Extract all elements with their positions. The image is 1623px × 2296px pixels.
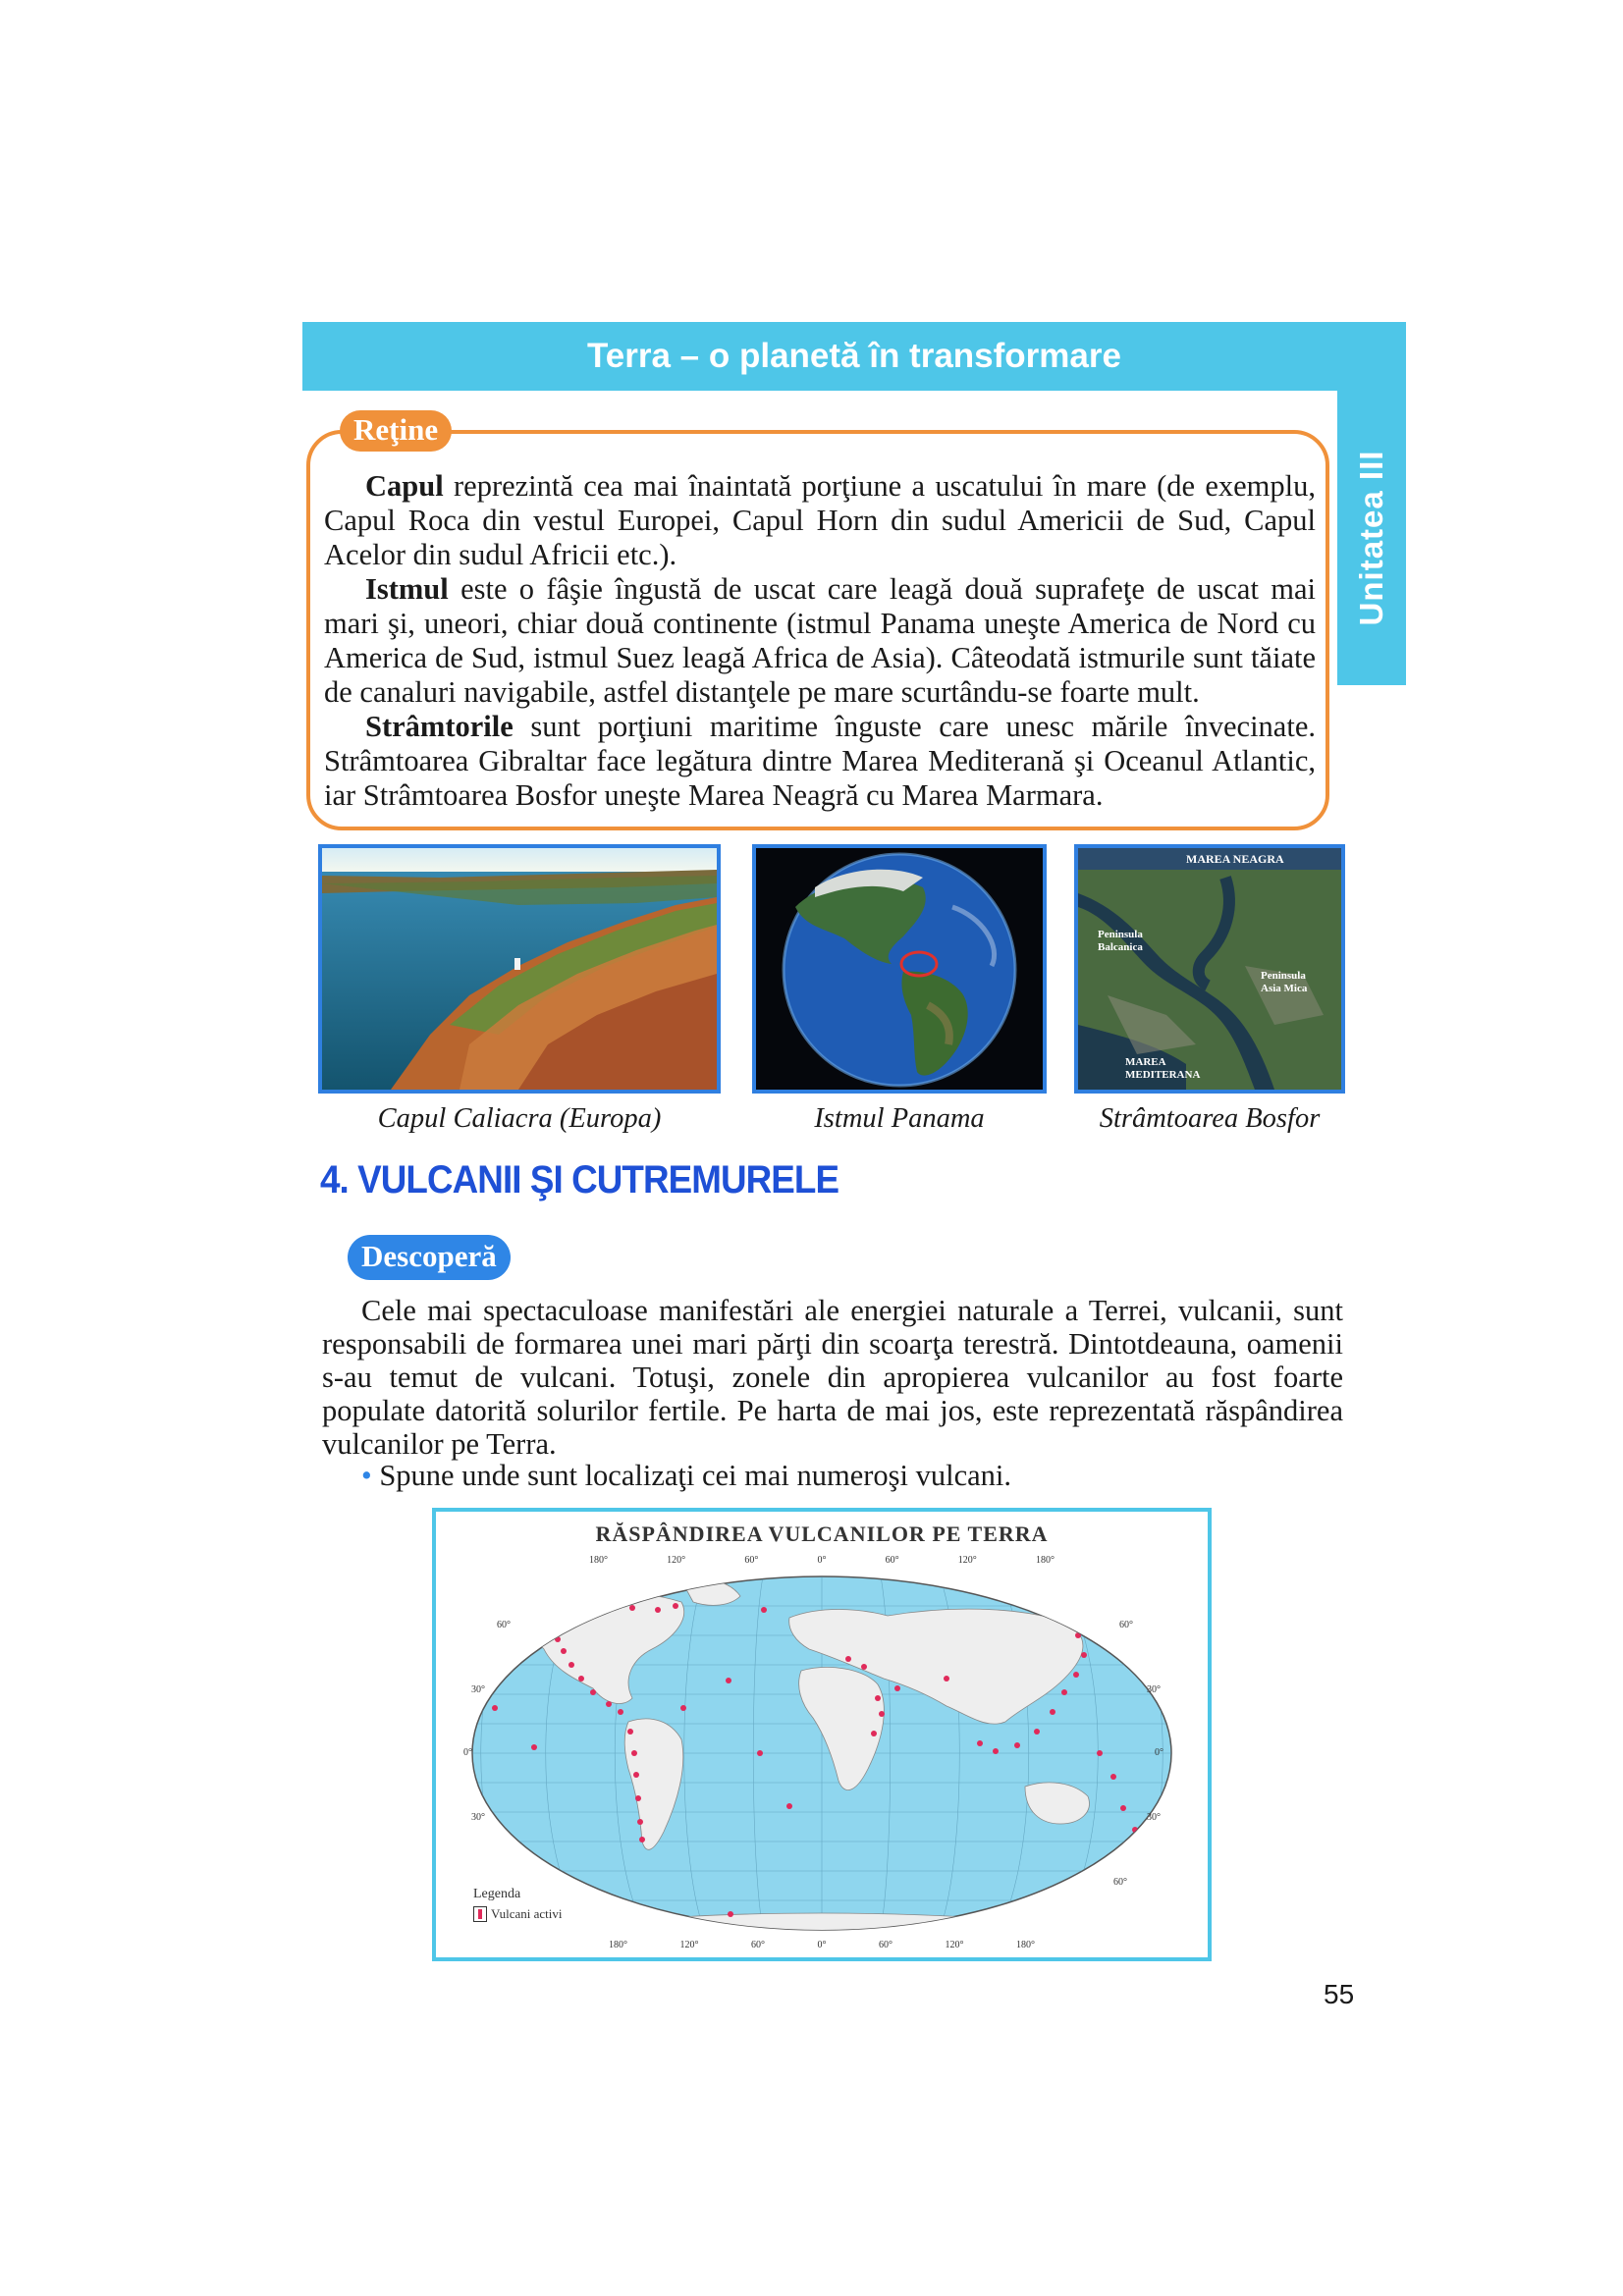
world-map-illustration bbox=[436, 1512, 1208, 1957]
definition-istmul bbox=[324, 572, 1316, 710]
lat-label: 30° bbox=[471, 1812, 485, 1823]
label-marea-mediterana bbox=[1125, 1056, 1200, 1082]
legend-title: Legenda bbox=[473, 1887, 521, 1901]
lat-label: 30° bbox=[1147, 1684, 1161, 1695]
lat-label: 60° bbox=[1119, 1620, 1133, 1630]
task-bullet-text: Spune unde sunt localizaţi cei mai numeroşi vulcani. bbox=[379, 1459, 1012, 1492]
page-number: 55 bbox=[1324, 1979, 1355, 2009]
lat-label: 30° bbox=[471, 1684, 485, 1695]
label-marea-mediterana-line2: MEDITERANA bbox=[1125, 1069, 1201, 1081]
top-tick: 60° bbox=[885, 1555, 899, 1566]
top-tick: 120° bbox=[957, 1555, 977, 1566]
bullet-dot-icon: • bbox=[361, 1459, 372, 1492]
bottom-tick: 120° bbox=[679, 1940, 699, 1950]
bottom-tick: 180° bbox=[1016, 1940, 1035, 1950]
descopera-label: Descoperă bbox=[348, 1235, 511, 1280]
section-paragraph bbox=[322, 1294, 1343, 1461]
unit-label: Unitatea III bbox=[1353, 450, 1389, 626]
caption-stramtoarea-bosfor: Strâmtoarea Bosfor bbox=[1099, 1103, 1321, 1134]
map-title: RĂSPÂNDIREA VULCANILOR PE TERRA bbox=[595, 1522, 1049, 1546]
term-capul: Capul bbox=[365, 469, 444, 503]
caption-istmul-panama: Istmul Panama bbox=[814, 1103, 985, 1134]
photo-istmul-panama bbox=[752, 844, 1047, 1094]
definition-istmul-text: este o fâşie îngustă de uscat care leagă două suprafeţe de uscat mai mari şi, uneori, chiar două continente (istmul Panama uneşte America de Nord cu America de Sud, istmul Suez leagă Africa de Asia). Câteodată istmurile sunt tăiate de canaluri navigabile, astfel distanţele pe mare scurtându-se foarte mult. bbox=[324, 572, 1316, 709]
term-stramtorile: Strâmtorile bbox=[365, 710, 514, 743]
label-marea-mediterana-line1: MAREA bbox=[1125, 1056, 1166, 1068]
definition-capul bbox=[324, 469, 1316, 572]
label-peninsula-balcanica-line2: Balcanica bbox=[1098, 941, 1143, 953]
lat-label: 0° bbox=[463, 1747, 472, 1758]
bosfor-satellite-illustration bbox=[1078, 848, 1341, 1090]
top-tick: 0° bbox=[817, 1555, 827, 1566]
globe-illustration bbox=[756, 848, 1043, 1090]
bottom-tick: 60° bbox=[751, 1940, 765, 1950]
lat-label: 60° bbox=[497, 1620, 511, 1630]
lat-label: 60° bbox=[1113, 1877, 1127, 1888]
label-marea-neagra: MAREA NEAGRA bbox=[1186, 852, 1284, 866]
top-tick: 180° bbox=[1035, 1555, 1055, 1566]
bottom-tick: 0° bbox=[817, 1940, 827, 1950]
chapter-title: Terra – o planetă în transformare bbox=[587, 337, 1121, 375]
retine-text bbox=[324, 469, 1316, 813]
map-top-longitudes bbox=[589, 1555, 1055, 1566]
top-tick: 120° bbox=[667, 1555, 686, 1566]
bottom-tick: 120° bbox=[945, 1940, 964, 1950]
definition-capul-text: reprezintă cea mai înaintată porţiune a uscatului în mare (de exemplu, Capul Roca din vestul Europei, Capul Horn din sudul Americii de Sud, Capul Acelor din sudul Africii etc.). bbox=[324, 469, 1316, 571]
retine-label: Reţine bbox=[340, 410, 452, 452]
label-peninsula-asia-mica-line2: Asia Mica bbox=[1261, 983, 1308, 994]
photo-stramtoarea-bosfor bbox=[1074, 844, 1345, 1094]
bottom-tick: 60° bbox=[879, 1940, 893, 1950]
task-bullet bbox=[361, 1459, 1011, 1493]
term-istmul: Istmul bbox=[365, 572, 449, 606]
top-tick: 180° bbox=[589, 1555, 608, 1566]
volcano-legend-icon bbox=[473, 1906, 487, 1922]
section-paragraph-text: Cele mai spectaculoase manifestări ale energiei naturale a Terrei, vulcanii, sunt responsabili de formarea unei mari părţi din scoarţa terestră. Dintotdeauna, oamenii s-au temut de vulcani. Totuşi, zonele din apropierea vulcanilor au fost foarte populate datorită solurilor fertile. Pe harta de mai jos, este reprezentată răspândirea vulcanilor pe Terra. bbox=[322, 1294, 1343, 1461]
chapter-header bbox=[302, 322, 1406, 391]
definition-stramtorile-text: sunt porţiuni maritime înguste care unesc mările învecinate. Strâmtoarea Gibraltar face legătura dintre Marea Mediterană şi Oceanul Atlantic, iar Strâmtoarea Bosfor uneşte Marea Neagră cu Marea Marmara. bbox=[324, 710, 1316, 812]
label-peninsula-balcanica-line1: Peninsula bbox=[1098, 929, 1143, 940]
definition-stramtorile bbox=[324, 710, 1316, 813]
volcano-map bbox=[432, 1508, 1212, 1961]
lat-label: 0° bbox=[1155, 1747, 1163, 1758]
label-peninsula-asia-mica bbox=[1261, 970, 1307, 995]
caption-capul-caliacra: Capul Caliacra (Europa) bbox=[377, 1103, 662, 1134]
label-peninsula-balcanica bbox=[1098, 929, 1143, 954]
label-peninsula-asia-mica-line1: Peninsula bbox=[1261, 970, 1306, 982]
photo-capul-caliacra bbox=[318, 844, 721, 1094]
map-bottom-longitudes bbox=[609, 1940, 1035, 1950]
unit-side-tab bbox=[1337, 391, 1406, 685]
lat-label: 30° bbox=[1147, 1812, 1161, 1823]
top-tick: 60° bbox=[744, 1555, 759, 1566]
section-title: 4. VULCANII ŞI CUTREMURELE bbox=[320, 1158, 839, 1201]
cape-illustration bbox=[322, 848, 717, 1090]
legend-item-label: Vulcani activi bbox=[491, 1906, 563, 1921]
bottom-tick: 180° bbox=[609, 1940, 627, 1950]
legend-item bbox=[473, 1906, 563, 1922]
